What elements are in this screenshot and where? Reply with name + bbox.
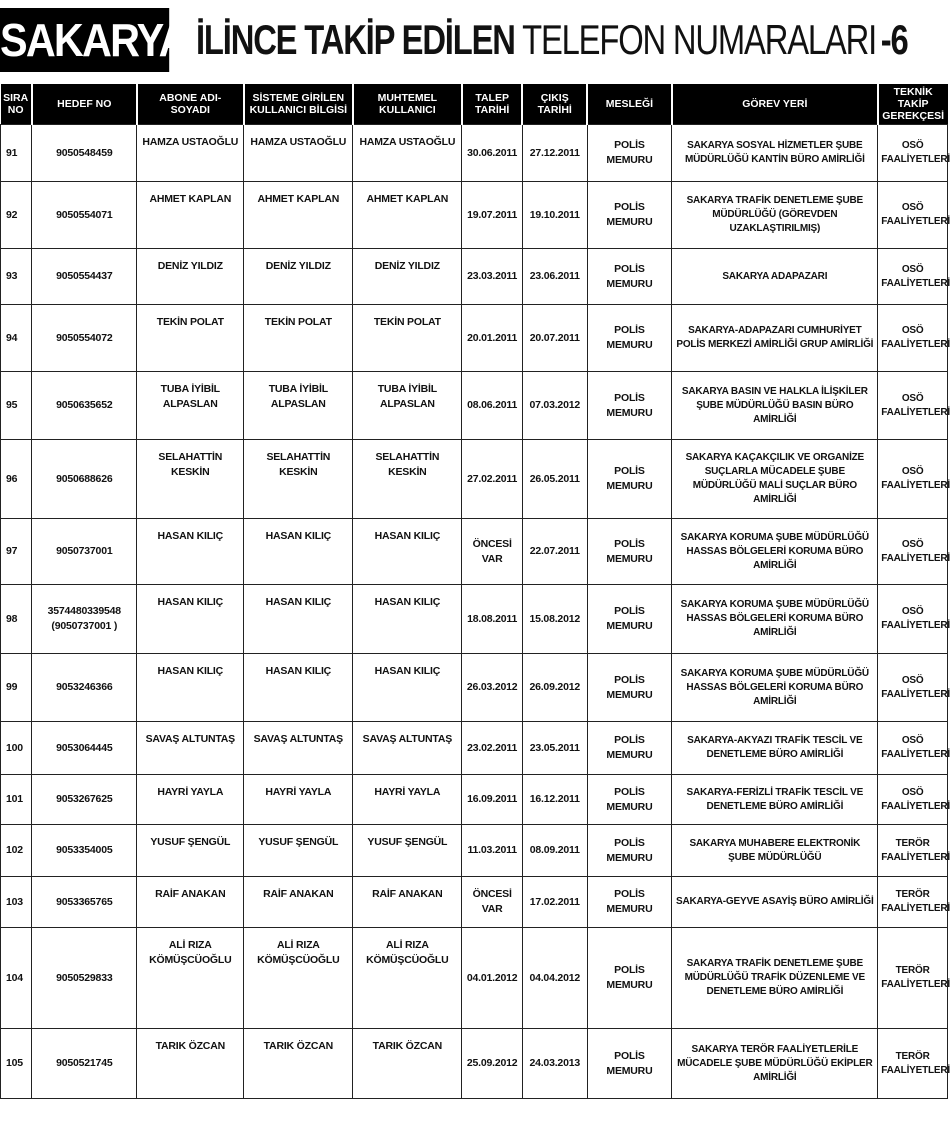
cell-talep: 26.03.2012 xyxy=(462,654,523,722)
headline-light-part: TELEFON NUMARALARI xyxy=(522,16,877,63)
cell-gorev: SAKARYA TRAFİK DENETLEME ŞUBE MÜDÜRLÜĞÜ (GÖREVDEN UZAKLAŞTIRILMIŞ) xyxy=(672,182,878,249)
cell-gerekce: TERÖR FAALİYETLERİ xyxy=(878,877,948,928)
cell-meslek: POLİS MEMURU xyxy=(587,928,672,1029)
cell-muhtemel: HAMZA USTAOĞLU xyxy=(353,125,462,182)
cell-meslek: POLİS MEMURU xyxy=(587,1029,672,1099)
cell-cikis: 26.05.2011 xyxy=(522,440,587,519)
cell-muhtemel: RAİF ANAKAN xyxy=(353,877,462,928)
cell-cikis: 23.05.2011 xyxy=(522,722,587,775)
cell-muhtemel: TEKİN POLAT xyxy=(353,305,462,372)
cell-sira-no: 94 xyxy=(1,305,32,372)
cell-talep: 08.06.2011 xyxy=(462,372,523,440)
header-hedef-no: HEDEF NO xyxy=(32,84,137,125)
cell-meslek: POLİS MEMURU xyxy=(587,775,672,825)
cell-cikis: 15.08.2012 xyxy=(522,585,587,654)
cell-abone: SELAHATTİN KESKİN xyxy=(137,440,244,519)
cell-abone: YUSUF ŞENGÜL xyxy=(137,825,244,877)
cell-talep: 23.02.2011 xyxy=(462,722,523,775)
cell-gerekce: OSÖ FAALİYETLERİ xyxy=(878,722,948,775)
cell-gerekce: OSÖ FAALİYETLERİ xyxy=(878,775,948,825)
cell-gorev: SAKARYA BASIN VE HALKLA İLİŞKİLER ŞUBE MÜDÜRLÜĞÜ BASIN BÜRO AMİRLİĞİ xyxy=(672,372,878,440)
cell-meslek: POLİS MEMURU xyxy=(587,372,672,440)
cell-hedef-no: 9053246366 xyxy=(32,654,137,722)
cell-gerekce: OSÖ FAALİYETLERİ xyxy=(878,125,948,182)
cell-talep: 23.03.2011 xyxy=(462,249,523,305)
cell-meslek: POLİS MEMURU xyxy=(587,877,672,928)
cell-gorev: SAKARYA ADAPAZARI xyxy=(672,249,878,305)
header-cikis: ÇIKIŞ TARİHİ xyxy=(522,84,587,125)
cell-cikis: 23.06.2011 xyxy=(522,249,587,305)
header-sira-no: SIRA NO xyxy=(1,84,32,125)
headline-text xyxy=(196,10,908,70)
cell-sistem: HASAN KILIÇ xyxy=(244,654,353,722)
cell-sira-no: 96 xyxy=(1,440,32,519)
cell-cikis: 17.02.2011 xyxy=(522,877,587,928)
cell-sira-no: 105 xyxy=(1,1029,32,1099)
cell-abone: ALİ RIZA KÖMÜŞCÜOĞLU xyxy=(137,928,244,1029)
cell-gorev: SAKARYA KORUMA ŞUBE MÜDÜRLÜĞÜ HASSAS BÖLGELERİ KORUMA BÜRO AMİRLİĞİ xyxy=(672,519,878,585)
cell-sistem: AHMET KAPLAN xyxy=(244,182,353,249)
cell-gorev: SAKARYA-FERİZLİ TRAFİK TESCİL VE DENETLEME BÜRO AMİRLİĞİ xyxy=(672,775,878,825)
cell-abone: TEKİN POLAT xyxy=(137,305,244,372)
cell-sira-no: 92 xyxy=(1,182,32,249)
table-row xyxy=(1,1029,948,1099)
table-row xyxy=(1,249,948,305)
cell-abone: TUBA İYİBİL ALPASLAN xyxy=(137,372,244,440)
cell-meslek: POLİS MEMURU xyxy=(587,182,672,249)
cell-meslek: POLİS MEMURU xyxy=(587,654,672,722)
table-row xyxy=(1,585,948,654)
cell-meslek: POLİS MEMURU xyxy=(587,249,672,305)
cell-gorev: SAKARYA-AKYAZI TRAFİK TESCİL VE DENETLEME BÜRO AMİRLİĞİ xyxy=(672,722,878,775)
cell-muhtemel: HAYRİ YAYLA xyxy=(353,775,462,825)
cell-gorev: SAKARYA-ADAPAZARI CUMHURİYET POLİS MERKEZİ AMİRLİĞİ GRUP AMİRLİĞİ xyxy=(672,305,878,372)
cell-sistem: DENİZ YILDIZ xyxy=(244,249,353,305)
cell-muhtemel: TARIK ÖZCAN xyxy=(353,1029,462,1099)
cell-hedef-no: 9050554437 xyxy=(32,249,137,305)
cell-cikis: 22.07.2011 xyxy=(522,519,587,585)
cell-gorev: SAKARYA KORUMA ŞUBE MÜDÜRLÜĞÜ HASSAS BÖLGELERİ KORUMA BÜRO AMİRLİĞİ xyxy=(672,585,878,654)
header-gorev: GÖREV YERİ xyxy=(672,84,878,125)
cell-talep: 16.09.2011 xyxy=(462,775,523,825)
table-row xyxy=(1,305,948,372)
cell-cikis: 16.12.2011 xyxy=(522,775,587,825)
cell-hedef-no: 9050554071 xyxy=(32,182,137,249)
cell-gerekce: OSÖ FAALİYETLERİ xyxy=(878,249,948,305)
table-row xyxy=(1,440,948,519)
cell-meslek: POLİS MEMURU xyxy=(587,519,672,585)
cell-gerekce: OSÖ FAALİYETLERİ xyxy=(878,440,948,519)
cell-sistem: TUBA İYİBİL ALPASLAN xyxy=(244,372,353,440)
cell-hedef-no: 9053267625 xyxy=(32,775,137,825)
cell-cikis: 24.03.2013 xyxy=(522,1029,587,1099)
cell-sira-no: 98 xyxy=(1,585,32,654)
table-row xyxy=(1,877,948,928)
cell-hedef-no: 9050548459 xyxy=(32,125,137,182)
cell-cikis: 19.10.2011 xyxy=(522,182,587,249)
table-row xyxy=(1,775,948,825)
cell-muhtemel: HASAN KILIÇ xyxy=(353,519,462,585)
cell-sira-no: 102 xyxy=(1,825,32,877)
cell-sira-no: 93 xyxy=(1,249,32,305)
cell-talep: 20.01.2011 xyxy=(462,305,523,372)
cell-abone: AHMET KAPLAN xyxy=(137,182,244,249)
cell-abone: SAVAŞ ALTUNTAŞ xyxy=(137,722,244,775)
cell-hedef-no: 9050688626 xyxy=(32,440,137,519)
cell-talep: 30.06.2011 xyxy=(462,125,523,182)
cell-hedef-no: 9050635652 xyxy=(32,372,137,440)
cell-abone: HAYRİ YAYLA xyxy=(137,775,244,825)
cell-meslek: POLİS MEMURU xyxy=(587,722,672,775)
cell-muhtemel: TUBA İYİBİL ALPASLAN xyxy=(353,372,462,440)
cell-hedef-no: 9053354005 xyxy=(32,825,137,877)
cell-talep: 27.02.2011 xyxy=(462,440,523,519)
cell-muhtemel: HASAN KILIÇ xyxy=(353,585,462,654)
table-row xyxy=(1,372,948,440)
cell-talep: 18.08.2011 xyxy=(462,585,523,654)
cell-hedef-no: 3574480339548 (9050737001 ) xyxy=(32,585,137,654)
cell-gerekce: TERÖR FAALİYETLERİ xyxy=(878,825,948,877)
headline xyxy=(0,0,950,78)
cell-talep: ÖNCESİ VAR xyxy=(462,877,523,928)
cell-abone: HAMZA USTAOĞLU xyxy=(137,125,244,182)
cell-gorev: SAKARYA KORUMA ŞUBE MÜDÜRLÜĞÜ HASSAS BÖLGELERİ KORUMA BÜRO AMİRLİĞİ xyxy=(672,654,878,722)
headline-bold-part: İLİNCE TAKİP EDİLEN xyxy=(196,16,515,63)
cell-sistem: TEKİN POLAT xyxy=(244,305,353,372)
cell-abone: HASAN KILIÇ xyxy=(137,654,244,722)
cell-cikis: 20.07.2011 xyxy=(522,305,587,372)
cell-abone: DENİZ YILDIZ xyxy=(137,249,244,305)
cell-cikis: 26.09.2012 xyxy=(522,654,587,722)
cell-gerekce: OSÖ FAALİYETLERİ xyxy=(878,519,948,585)
cell-gerekce: OSÖ FAALİYETLERİ xyxy=(878,585,948,654)
cell-gorev: SAKARYA TERÖR FAALİYETLERİLE MÜCADELE ŞUBE MÜDÜRLÜĞÜ EKİPLER AMİRLİĞİ xyxy=(672,1029,878,1099)
cell-sistem: HAYRİ YAYLA xyxy=(244,775,353,825)
cell-hedef-no: 9050529833 xyxy=(32,928,137,1029)
cell-sira-no: 99 xyxy=(1,654,32,722)
cell-abone: RAİF ANAKAN xyxy=(137,877,244,928)
header-gerekce: TEKNİK TAKİP GEREKÇESİ xyxy=(878,84,948,125)
header-meslek: MESLEĞİ xyxy=(587,84,672,125)
table-row xyxy=(1,825,948,877)
cell-muhtemel: AHMET KAPLAN xyxy=(353,182,462,249)
headline-number: -6 xyxy=(880,16,908,63)
cell-gerekce: OSÖ FAALİYETLERİ xyxy=(878,182,948,249)
cell-abone: TARIK ÖZCAN xyxy=(137,1029,244,1099)
cell-sistem: HAMZA USTAOĞLU xyxy=(244,125,353,182)
cell-gerekce: TERÖR FAALİYETLERİ xyxy=(878,928,948,1029)
cell-talep: 04.01.2012 xyxy=(462,928,523,1029)
cell-gerekce: OSÖ FAALİYETLERİ xyxy=(878,654,948,722)
cell-gerekce: TERÖR FAALİYETLERİ xyxy=(878,1029,948,1099)
cell-muhtemel: DENİZ YILDIZ xyxy=(353,249,462,305)
cell-muhtemel: HASAN KILIÇ xyxy=(353,654,462,722)
cell-sistem: YUSUF ŞENGÜL xyxy=(244,825,353,877)
table-row xyxy=(1,722,948,775)
cell-talep: 19.07.2011 xyxy=(462,182,523,249)
cell-gerekce: OSÖ FAALİYETLERİ xyxy=(878,372,948,440)
cell-talep: 25.09.2012 xyxy=(462,1029,523,1099)
header-talep: TALEP TARİHİ xyxy=(462,84,523,125)
cell-gorev: SAKARYA MUHABERE ELEKTRONİK ŞUBE MÜDÜRLÜĞÜ xyxy=(672,825,878,877)
table-row xyxy=(1,654,948,722)
cell-muhtemel: SELAHATTİN KESKİN xyxy=(353,440,462,519)
header-sistem: SİSTEME GİRİLEN KULLANICI BİLGİSİ xyxy=(244,84,353,125)
table-row xyxy=(1,125,948,182)
cell-cikis: 04.04.2012 xyxy=(522,928,587,1029)
table-row xyxy=(1,182,948,249)
cell-sistem: TARIK ÖZCAN xyxy=(244,1029,353,1099)
cell-cikis: 07.03.2012 xyxy=(522,372,587,440)
cell-sistem: SAVAŞ ALTUNTAŞ xyxy=(244,722,353,775)
header-abone: ABONE ADI-SOYADI xyxy=(137,84,244,125)
cell-gorev: SAKARYA KAÇAKÇILIK VE ORGANİZE SUÇLARLA MÜCADELE ŞUBE MÜDÜRLÜĞÜ MALİ SUÇLAR BÜRO AMİRLİĞİ xyxy=(672,440,878,519)
cell-hedef-no: 9050554072 xyxy=(32,305,137,372)
cell-gorev: SAKARYA-GEYVE ASAYİŞ BÜRO AMİRLİĞİ xyxy=(672,877,878,928)
cell-talep: ÖNCESİ VAR xyxy=(462,519,523,585)
cell-sistem: SELAHATTİN KESKİN xyxy=(244,440,353,519)
cell-gorev: SAKARYA TRAFİK DENETLEME ŞUBE MÜDÜRLÜĞÜ TRAFİK DÜZENLEME VE DENETLEME BÜRO AMİRLİĞİ xyxy=(672,928,878,1029)
cell-meslek: POLİS MEMURU xyxy=(587,305,672,372)
cell-hedef-no: 9053365765 xyxy=(32,877,137,928)
cell-sira-no: 104 xyxy=(1,928,32,1029)
cell-meslek: POLİS MEMURU xyxy=(587,125,672,182)
cell-meslek: POLİS MEMURU xyxy=(587,440,672,519)
table-row xyxy=(1,519,948,585)
cell-sira-no: 100 xyxy=(1,722,32,775)
cell-muhtemel: SAVAŞ ALTUNTAŞ xyxy=(353,722,462,775)
cell-cikis: 08.09.2011 xyxy=(522,825,587,877)
cell-talep: 11.03.2011 xyxy=(462,825,523,877)
phone-records-table xyxy=(0,84,948,1099)
cell-gerekce: OSÖ FAALİYETLERİ xyxy=(878,305,948,372)
cell-sira-no: 103 xyxy=(1,877,32,928)
cell-gorev: SAKARYA SOSYAL HİZMETLER ŞUBE MÜDÜRLÜĞÜ KANTİN BÜRO AMİRLİĞİ xyxy=(672,125,878,182)
cell-muhtemel: YUSUF ŞENGÜL xyxy=(353,825,462,877)
cell-hedef-no: 9050521745 xyxy=(32,1029,137,1099)
cell-sistem: HASAN KILIÇ xyxy=(244,519,353,585)
headline-boxed-word: SAKARYA xyxy=(0,8,169,72)
table-header-row xyxy=(1,84,948,125)
cell-meslek: POLİS MEMURU xyxy=(587,585,672,654)
cell-abone: HASAN KILIÇ xyxy=(137,519,244,585)
cell-sistem: HASAN KILIÇ xyxy=(244,585,353,654)
cell-abone: HASAN KILIÇ xyxy=(137,585,244,654)
cell-sistem: RAİF ANAKAN xyxy=(244,877,353,928)
cell-cikis: 27.12.2011 xyxy=(522,125,587,182)
header-muhtemel: MUHTEMEL KULLANICI xyxy=(353,84,462,125)
cell-sira-no: 101 xyxy=(1,775,32,825)
cell-sira-no: 97 xyxy=(1,519,32,585)
cell-sira-no: 91 xyxy=(1,125,32,182)
cell-sira-no: 95 xyxy=(1,372,32,440)
cell-hedef-no: 9053064445 xyxy=(32,722,137,775)
cell-hedef-no: 9050737001 xyxy=(32,519,137,585)
cell-muhtemel: ALİ RIZA KÖMÜŞCÜOĞLU xyxy=(353,928,462,1029)
table-body xyxy=(1,125,948,1099)
table-row xyxy=(1,928,948,1029)
cell-sistem: ALİ RIZA KÖMÜŞCÜOĞLU xyxy=(244,928,353,1029)
cell-meslek: POLİS MEMURU xyxy=(587,825,672,877)
